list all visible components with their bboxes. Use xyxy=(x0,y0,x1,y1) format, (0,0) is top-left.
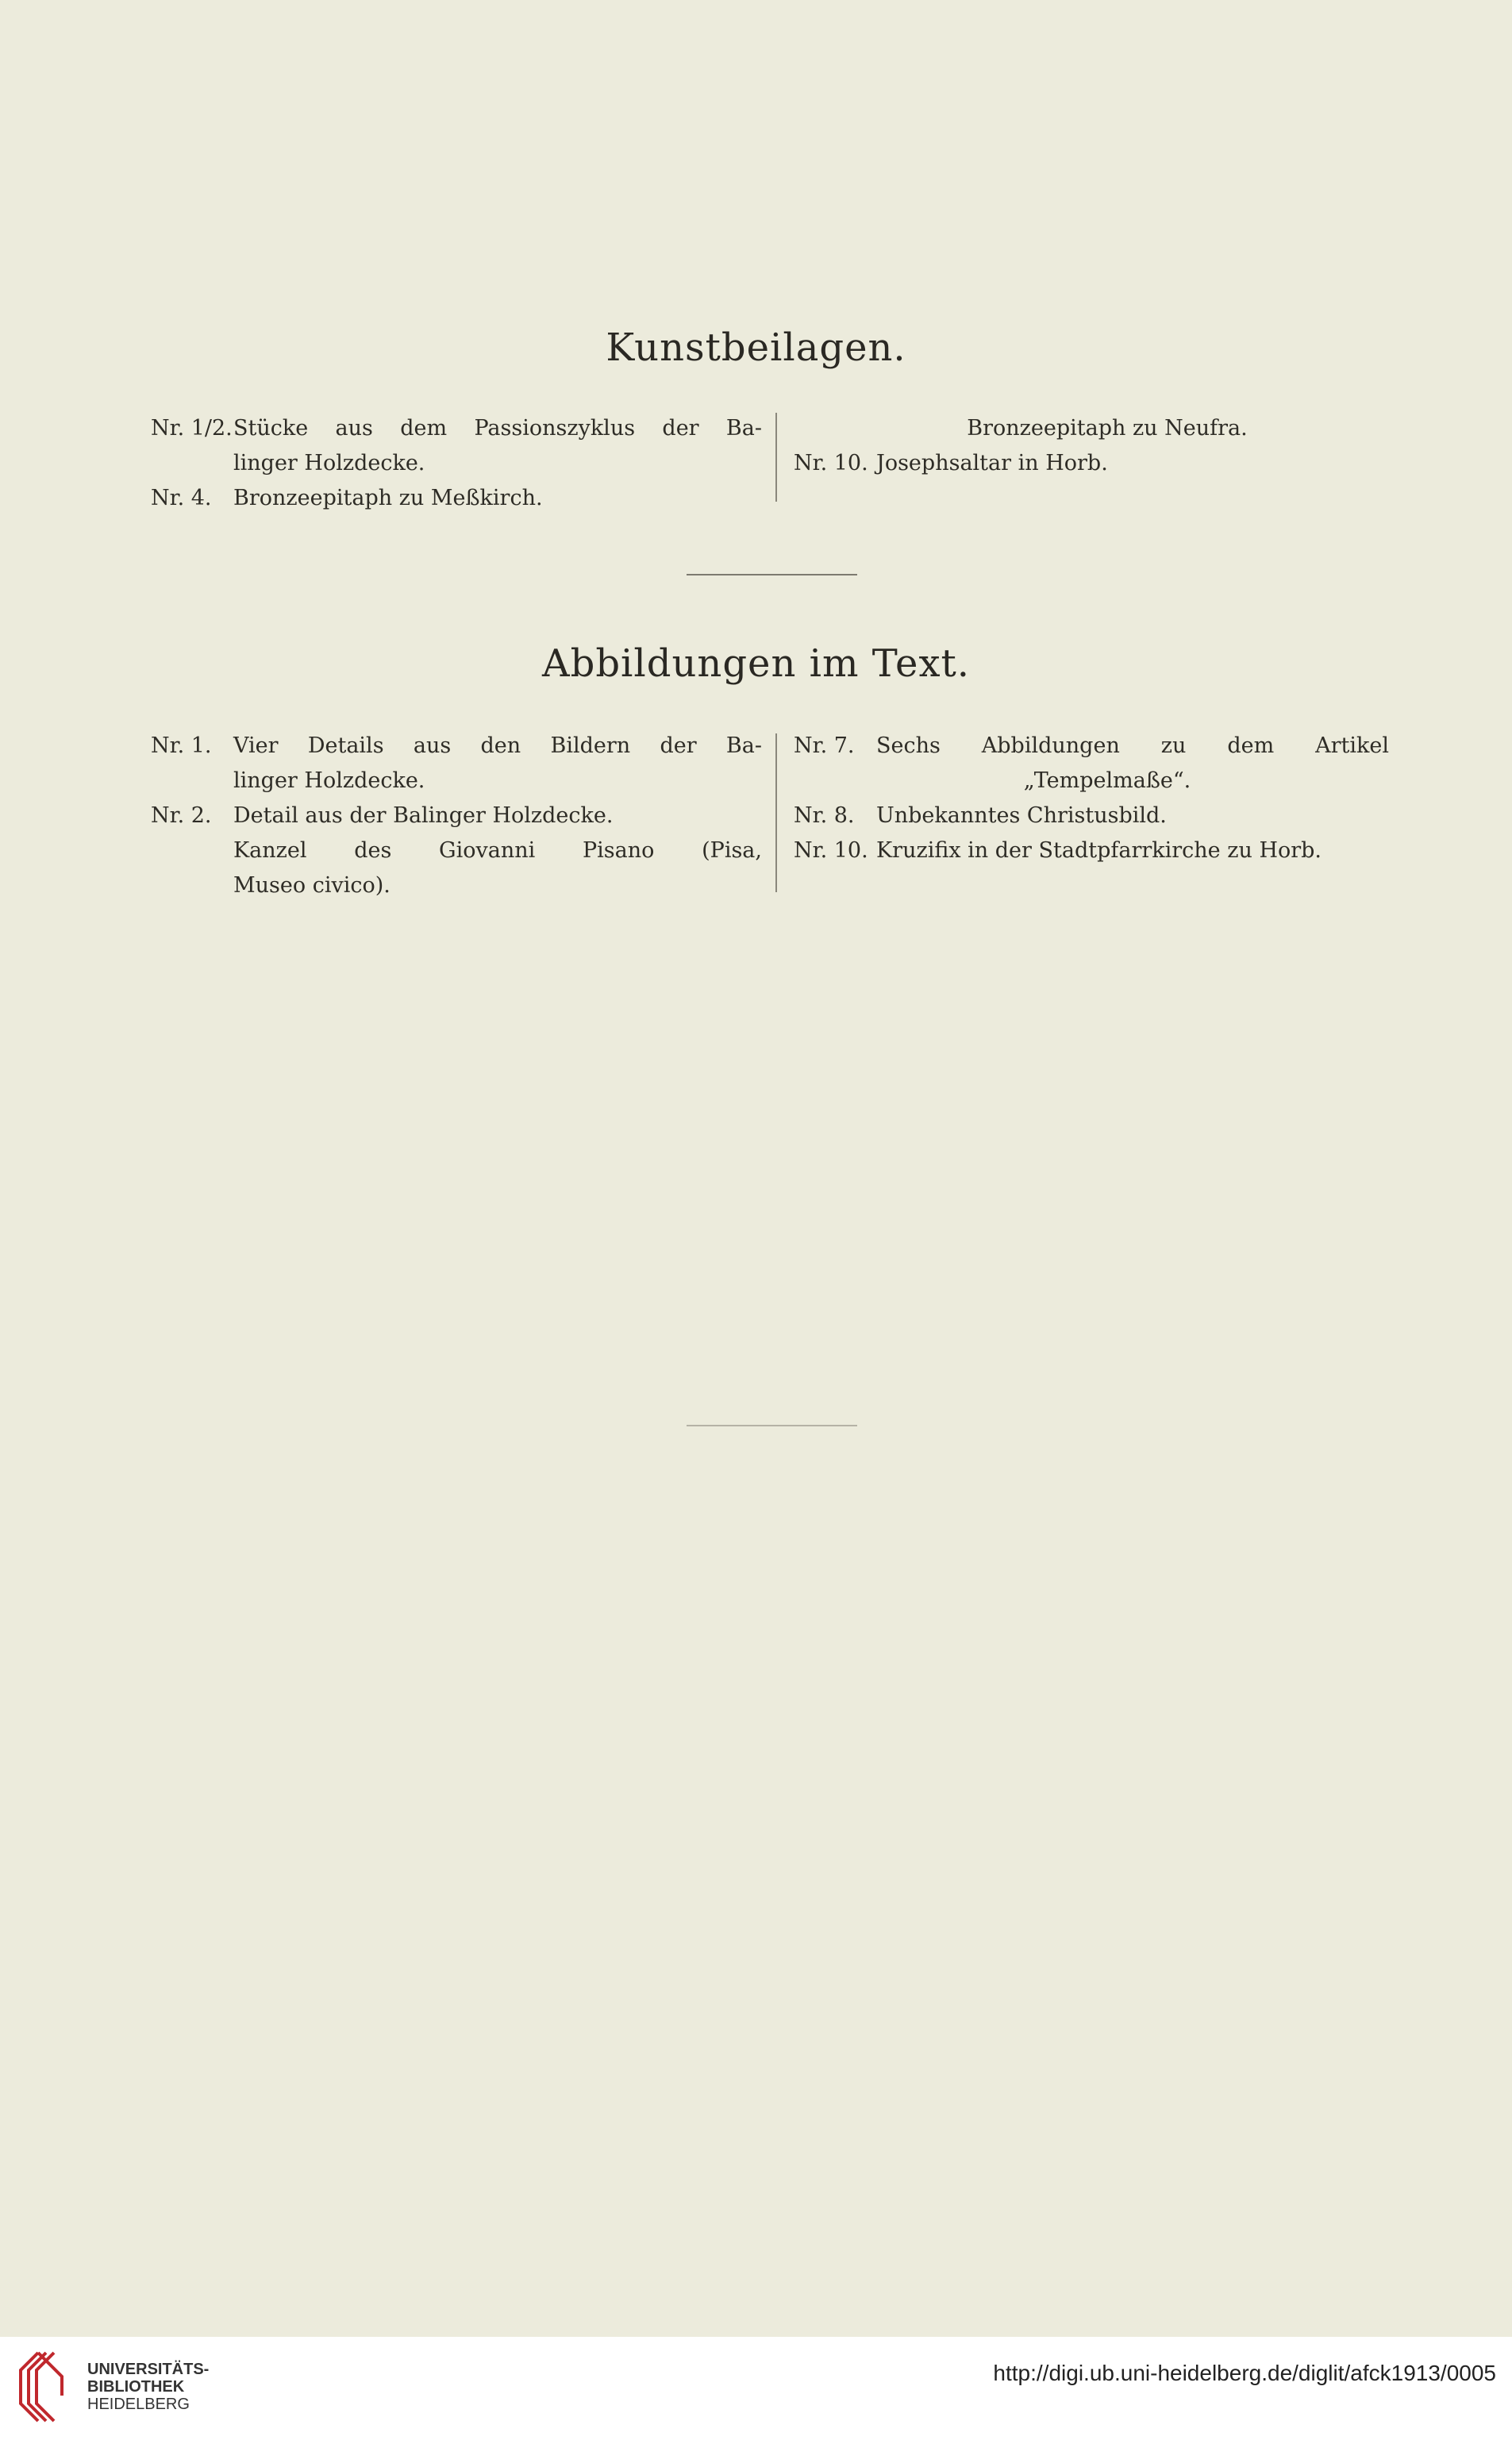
entry-text: Sechs Abbildungen zu dem Artikel xyxy=(876,733,1389,758)
list-item xyxy=(794,833,1389,868)
entry-text-continued: linger Holzdecke. xyxy=(233,451,425,475)
library-name xyxy=(87,2361,209,2413)
entry-number: Nr. 7. xyxy=(794,733,855,758)
entry-number: Nr. 1/2. xyxy=(151,416,233,441)
column-divider xyxy=(775,733,777,892)
entry-text-continued: linger Holzdecke. xyxy=(233,768,425,793)
column-divider xyxy=(775,413,777,502)
library-footer xyxy=(0,2337,1512,2444)
list-item xyxy=(151,411,762,446)
entry-text-continued: Museo civico). xyxy=(233,873,391,898)
entry-number: Nr. 10. xyxy=(794,838,868,863)
kunstbeilagen-heading: Kunstbeilagen. xyxy=(606,325,906,370)
library-logo-icon xyxy=(14,2346,70,2426)
list-item xyxy=(794,729,1389,764)
section-separator xyxy=(687,574,857,575)
library-name-line: BIBLIOTHEK xyxy=(87,2378,185,2396)
list-item xyxy=(151,729,762,764)
abbildungen-heading: Abbildungen im Text. xyxy=(541,641,971,686)
kunstbeilagen-left-column xyxy=(151,411,762,516)
entry-text: Kruzifix in der Stadtpfarrkirche zu Horb. xyxy=(876,838,1322,863)
entry-number: Nr. 1. xyxy=(151,733,212,758)
list-item xyxy=(151,799,762,833)
entry-number: Nr. 10. xyxy=(794,451,868,475)
abbildungen-right-column xyxy=(794,729,1389,868)
library-name-line: HEIDELBERG xyxy=(87,2396,190,2413)
entry-number: Nr. 8. xyxy=(794,803,855,828)
list-item xyxy=(794,799,1389,833)
list-item xyxy=(151,481,762,516)
entry-text: Bronzeepitaph zu Neufra. xyxy=(967,416,1248,441)
entry-text: Detail aus der Balinger Holzdecke. xyxy=(233,803,614,828)
kunstbeilagen-right-column xyxy=(794,411,1389,481)
entry-text-continued xyxy=(151,833,762,868)
entry-text: Bronzeepitaph zu Meßkirch. xyxy=(233,486,543,510)
entry-number: Nr. 2. xyxy=(151,803,212,828)
bottom-separator xyxy=(687,1425,857,1426)
list-item xyxy=(794,446,1389,481)
entry-text-continued: „Tempelmaße“. xyxy=(1023,768,1191,793)
entry-text: Stücke aus dem Passionszyklus der Ba- xyxy=(233,416,762,441)
entry-text: Unbekanntes Christusbild. xyxy=(876,803,1167,828)
source-url[interactable]: http://digi.ub.uni-heidelberg.de/diglit/afck1913/0005 xyxy=(993,2361,1496,2385)
abbildungen-left-column xyxy=(151,729,762,903)
entry-text: Vier Details aus den Bildern der Ba- xyxy=(233,733,762,758)
entry-text: Josephsaltar in Horb. xyxy=(876,451,1108,475)
library-name-line: UNIVERSITÄTS- xyxy=(87,2361,210,2378)
entry-text-continued-line: Kanzel des Giovanni Pisano (Pisa, xyxy=(233,838,762,863)
entry-number: Nr. 4. xyxy=(151,486,212,510)
